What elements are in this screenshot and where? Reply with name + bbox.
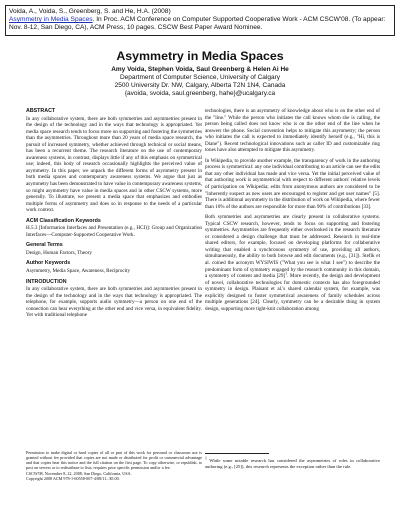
general-terms-heading: General Terms [26,242,63,249]
acm-classification-heading: ACM Classification Keywords [26,217,101,224]
author-names: Amy Voida, Stephen Voida, Saul Greenberg & Helen Ai He [111,66,289,73]
author-department: Department of Computer Science, University of Calgary [119,74,281,82]
footnote-marker: 1 [285,271,288,276]
copyright-permission: Permission to make digital or hard copies of all or part of this work for personal or classroom use is granted without fee provided that copies are not made or distributed for profit or commercial advantage and that copies bear this notice and the full citation on the first page. To copy otherwise, or republish, to post on servers or to redistribute to lists, requires prior specific permission and/or a fee. [26,450,202,471]
author-block [0,66,400,98]
right-column [205,108,380,316]
footnote-text: While some notable research has considered the asymmetries of roles in collaborative authoring (e.g., [25]), this research represents the exception rather than the rule. [205,458,380,469]
footnote [205,458,380,469]
introduction-heading: INTRODUCTION [26,278,67,285]
copyright-notice [26,450,202,481]
body-paragraph [205,214,380,312]
body-paragraph: In Wikipedia, to provide another example, the transparency of work in the authoring process is symmetrical: any one individual contributing to an article can see the edits that any other individual has made and vice versa. Yet the initial perceived value of that authoring work is asymmetrical with respect to different authors' relative levels of participation on Wikipedia; edits from anonymous authors are considered to be "inherently suspect as new users are encouraged to register and get user names" [5]. There is additional asymmetry in the distribution of work on Wikipedia, where fewer than 10% of the authors are responsible for more than 90% of contributions [33]. [205,157,380,210]
citation-venue: . In Proc. ACM Conference on Computer Supported Cooperative Work - ACM CSCW'08. (To appear: Nov. 8-12, San Diego, CA), ACM Press, 10 pages. CSCW Best Paper Award Nominee. [9,16,386,32]
footnote-number: 1 [205,456,207,461]
general-terms-text: Design, Human Factors, Theory [26,249,93,256]
author-address: 2500 University Dr. NW, Calgary, Alberta T2N 1N4, Canada [114,82,286,90]
author-keywords-heading: Author Keywords [26,260,71,267]
acm-classification-text: H.5.3 [Information Interfaces and Presentation (e.g., HCI)]: Group and Organization Interfaces—Computer-Supported Cooperative Work. [26,225,202,238]
left-column [26,108,202,323]
copyright-conference: CSCW'08, November 8–12, 2008, San Diego, California, USA. [26,470,132,476]
citation-box [5,5,395,36]
body-text: Both symmetries and asymmetries are clearly present in collaborative systems. Typical CSCW research, however, tends to focus on supporting and fostering symmetries. Asymmetries are frequently either overlooked in the research literature or considered a design challenge that must be addressed. Research in real-time shared editors, for example, focused on developing platforms for collaborative writing that enabled a synchronous symmetry of use, providing all authors, simultaneously, the ability to both browse and edit documents (e.g., [31]). Stefik et al. coined the acronym WYSIWIS ("What you see is what I see") to describe the predominant form of symmetry engaged by the research community in this domain, a symmetry of content and media [29] [205,214,380,280]
footnote-divider [205,453,269,454]
abstract-text: In any collaborative system, there are both symmetries and asymmetries present in the design of the technology and in the ways that technology is appropriated. Yet media space research tends to focus more on supporting and fostering the symmetries than the asymmetries. Throughout more than 20 years of media space research, the pursuit of increased symmetry, whether achieved through technical or social means, has been a recurrent theme. The research literature on the use of contemporary awareness systems, in contrast, displays little if any of this emphasis on symmetrical use; indeed, this body of research occasionally highlights the perceived value of asymmetry. In this paper, we unpack the different forms of asymmetry present in both media spaces and contemporary awareness systems. We argue that just as asymmetry has been demonstrated to have value in contemporary awareness systems, so might asymmetry have value in media spaces and in other CSCW systems, more generally. To illustrate, we present a media space that emphasizes and embodies multiple forms of asymmetry and does so in response to the needs of a particular work context. [26,115,203,214]
copyright-line: Copyright 2008 ACM 978-1-60558-007-4/08/11...$5.00. [26,475,120,481]
author-keywords-text: Asymmetry, Media Space, Awareness, Reciprocity [26,268,131,275]
paper-title: Asymmetry in Media Spaces [116,49,284,63]
body-paragraph: technologies, there is an asymmetry of knowledge about who is on the other end of the "line." While the person who initiates the call knows whom she is calling, the person being called does not know who is on the other end of the line when he answers the phone. Social convention helps to mitigate this asymmetry; the person who initiates the call is expected to immediately identify herself (e.g., "Hi, this is Diane"). Recent technological innovations such as caller ID and customizable ring tones have also attempted to mitigate this asymmetry. [205,108,380,154]
body-text: . More recently, the design and development of novel, collaborative technologies for domestic contexts has also foregrounded symmetry in design. Plaisant et al.'s shared calendar system, for example, was explicitly designed to foster symmetrical awareness of family schedules across multiple generations [24]. Clearly, symmetry can be a desirable thing in system design, supporting more tight-knit collaboration among [205,273,381,312]
citation-authors: Voida, A., Voida, S., Greenberg, S. and He, H.A. (2008) [9,8,171,15]
introduction-text: In any collaborative system, there are both symmetries and asymmetries present in the design of the technology and in the ways that technology is appropriated. The telephone, for example, supports audio symmetry—a person on one end of the connection can hear everything at the other end and vice versa, in equivalent fidelity. Yet with traditional telephone [26,286,202,319]
author-emails: {avoida, svoida, saul.greenberg, hahe}@ucalgary.ca [124,90,276,98]
paper-link[interactable]: Asymmetry in Media Spaces [9,16,93,24]
abstract-heading: ABSTRACT [26,108,56,114]
